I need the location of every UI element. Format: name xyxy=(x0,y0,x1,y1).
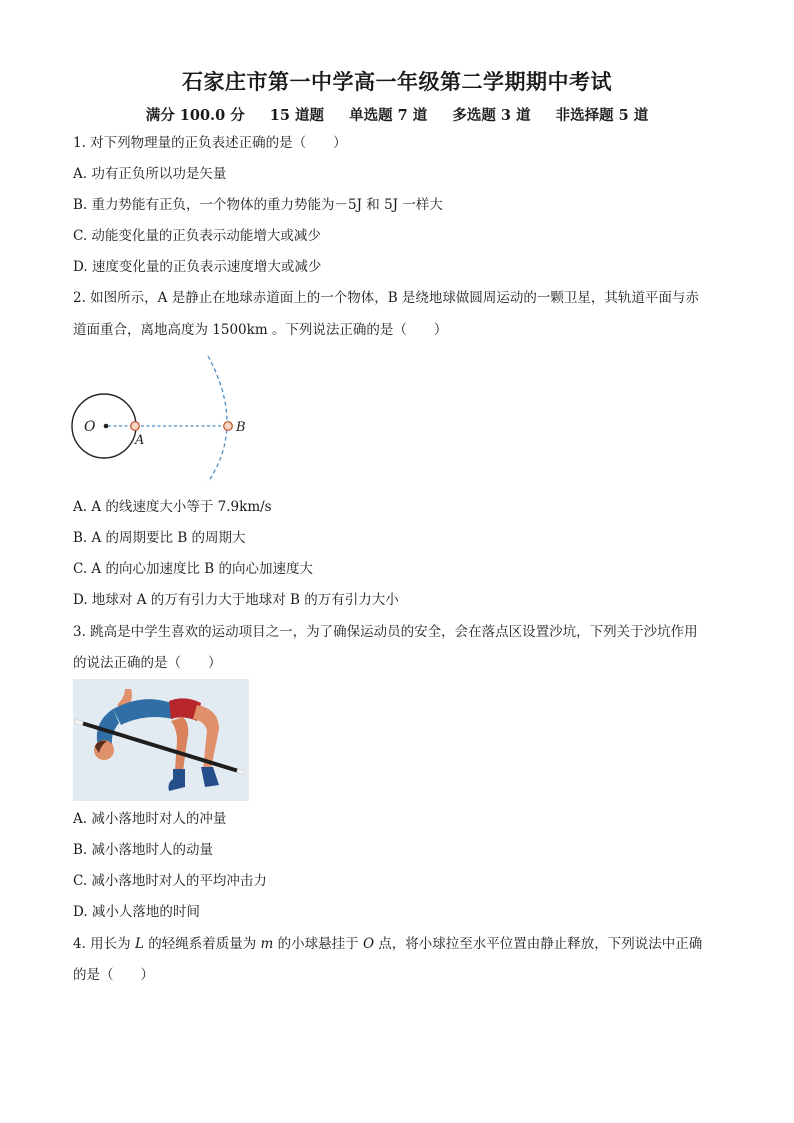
q2-stem-line2: 道面重合，离地高度为 1500km 。下列说法正确的是（ ） xyxy=(73,322,448,338)
bar-end-left xyxy=(75,721,83,724)
exam-subtitle xyxy=(0,104,794,125)
q1-option-d: D. 速度变化量的正负表示速度增大或减少 xyxy=(73,259,322,275)
orbit-diagram xyxy=(66,352,266,484)
q1-stem: 1. 对下列物理量的正负表述正确的是（ ） xyxy=(73,135,347,151)
q3-option-b: B. 减小落地时人的动量 xyxy=(73,842,214,858)
satellite-orbit-arc xyxy=(208,356,227,482)
object-a-marker xyxy=(131,422,140,431)
q4-stem-line1 xyxy=(73,934,733,954)
high-jump-illustration xyxy=(73,679,249,801)
label-b: B xyxy=(236,420,246,435)
satellite-b-marker xyxy=(224,422,233,431)
q4-var-o: O xyxy=(362,936,375,952)
q4-text-a: 4. 用长为 xyxy=(73,936,135,952)
score-info: 满分 100.0 分 xyxy=(145,107,245,124)
q2-option-a: A. A 的线速度大小等于 7.9km/s xyxy=(73,499,272,515)
q2-option-b: B. A 的周期要比 B 的周期大 xyxy=(73,530,246,546)
q1-option-a: A. 功有正负所以功是矢量 xyxy=(73,166,227,182)
label-o: O xyxy=(84,419,96,435)
non-choice-count: 非选择题 5 道 xyxy=(555,107,649,124)
single-choice-count: 单选题 7 道 xyxy=(349,107,428,124)
question-count: 15 道题 xyxy=(269,107,325,124)
q3-stem-line2: 的说法正确的是（ ） xyxy=(73,655,222,671)
q4-stem-line2: 的是（ ） xyxy=(73,967,154,983)
q3-option-c: C. 减小落地时对人的平均冲击力 xyxy=(73,873,267,889)
multi-choice-count: 多选题 3 道 xyxy=(452,107,531,124)
q4-var-l: L xyxy=(134,936,144,952)
q1-option-b: B. 重力势能有正负，一个物体的重力势能为－5J 和 5J 一样大 xyxy=(73,197,443,213)
q4-text-c: 的小球悬挂于 xyxy=(273,936,363,952)
q2-stem-line1: 2. 如图所示，A 是静止在地球赤道面上的一个物体，B 是绕地球做圆周运动的一颗卫星，其轨道平面与赤 xyxy=(73,290,699,306)
exam-title: 石家庄市第一中学高一年级第二学期期中考试 xyxy=(182,69,612,94)
label-a: A xyxy=(135,433,145,448)
bar-end-right xyxy=(237,771,245,774)
earth-center-dot xyxy=(104,424,109,429)
q4-text-d: 点，将小球拉至水平位置由静止释放，下列说法中正确 xyxy=(374,936,703,952)
q2-option-c: C. A 的向心加速度比 B 的向心加速度大 xyxy=(73,561,313,577)
q4-var-m: m xyxy=(260,936,274,952)
q4-text-b: 的轻绳系着质量为 xyxy=(143,936,261,952)
q1-option-c: C. 动能变化量的正负表示动能增大或减少 xyxy=(73,228,321,244)
q3-option-d: D. 减小人落地的时间 xyxy=(73,904,200,920)
q2-option-d: D. 地球对 A 的万有引力大于地球对 B 的万有引力大小 xyxy=(73,592,399,608)
q3-option-a: A. 减小落地时对人的冲量 xyxy=(73,811,227,827)
q3-stem-line1: 3. 跳高是中学生喜欢的运动项目之一，为了确保运动员的安全，会在落点区设置沙坑，下列关于沙坑作用 xyxy=(73,624,698,640)
